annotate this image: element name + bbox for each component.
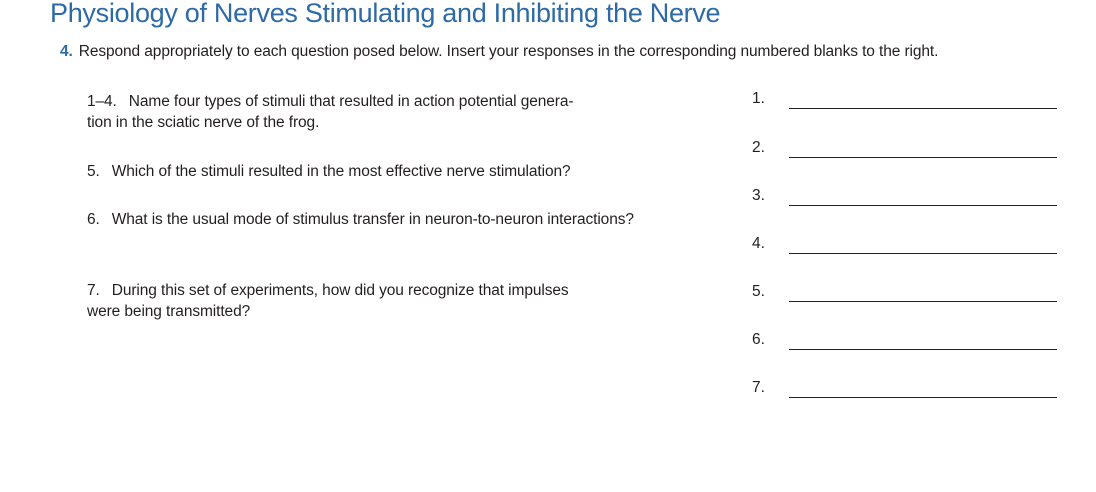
blank-number: 7. — [752, 379, 765, 396]
question-6 — [87, 209, 642, 230]
answer-blank-2 — [752, 139, 1057, 161]
question-text: During this set of experiments, how did you recognize that impulses were being transmitted? — [87, 282, 569, 320]
answer-line[interactable] — [789, 157, 1057, 158]
question-text: What is the usual mode of stimulus transfer in neuron-to-neuron interactions? — [111, 211, 634, 228]
blank-number: 4. — [752, 235, 765, 252]
question-7 — [87, 280, 642, 322]
answer-blank-7 — [752, 379, 1057, 401]
page-title: Physiology of Nerves Stimulating and Inhibiting the Nerve — [50, 0, 721, 28]
instruction-number: 4. — [60, 43, 73, 60]
question-number: 6. — [87, 211, 100, 228]
answer-blank-6 — [752, 331, 1057, 353]
answer-line[interactable] — [789, 397, 1057, 398]
question-5 — [87, 161, 642, 182]
answer-blank-3 — [752, 187, 1057, 209]
question-1-4 — [87, 91, 642, 133]
question-text: Which of the stimuli resulted in the most effective nerve stimulation? — [111, 163, 571, 180]
answer-blank-4 — [752, 235, 1057, 257]
question-number: 1–4. — [87, 93, 117, 110]
question-number: 5. — [87, 163, 100, 180]
answer-line[interactable] — [789, 108, 1057, 109]
question-number: 7. — [87, 282, 100, 299]
answer-line[interactable] — [789, 349, 1057, 350]
answer-line[interactable] — [789, 205, 1057, 206]
blank-number: 6. — [752, 331, 765, 348]
blank-number: 5. — [752, 283, 765, 300]
answer-line[interactable] — [789, 253, 1057, 254]
answer-line[interactable] — [789, 301, 1057, 302]
instruction-text: Respond appropriately to each question posed below. Insert your responses in the corresponding numbered blanks to the right. — [78, 43, 939, 60]
question-text: Name four types of stimuli that resulted in action potential genera- tion in the sciatic nerve of the frog. — [87, 93, 574, 131]
answer-blank-1 — [752, 90, 1057, 112]
instruction — [60, 43, 938, 61]
answer-blank-5 — [752, 283, 1057, 305]
blank-number: 1. — [752, 90, 765, 107]
blank-number: 3. — [752, 187, 765, 204]
blank-number: 2. — [752, 139, 765, 156]
